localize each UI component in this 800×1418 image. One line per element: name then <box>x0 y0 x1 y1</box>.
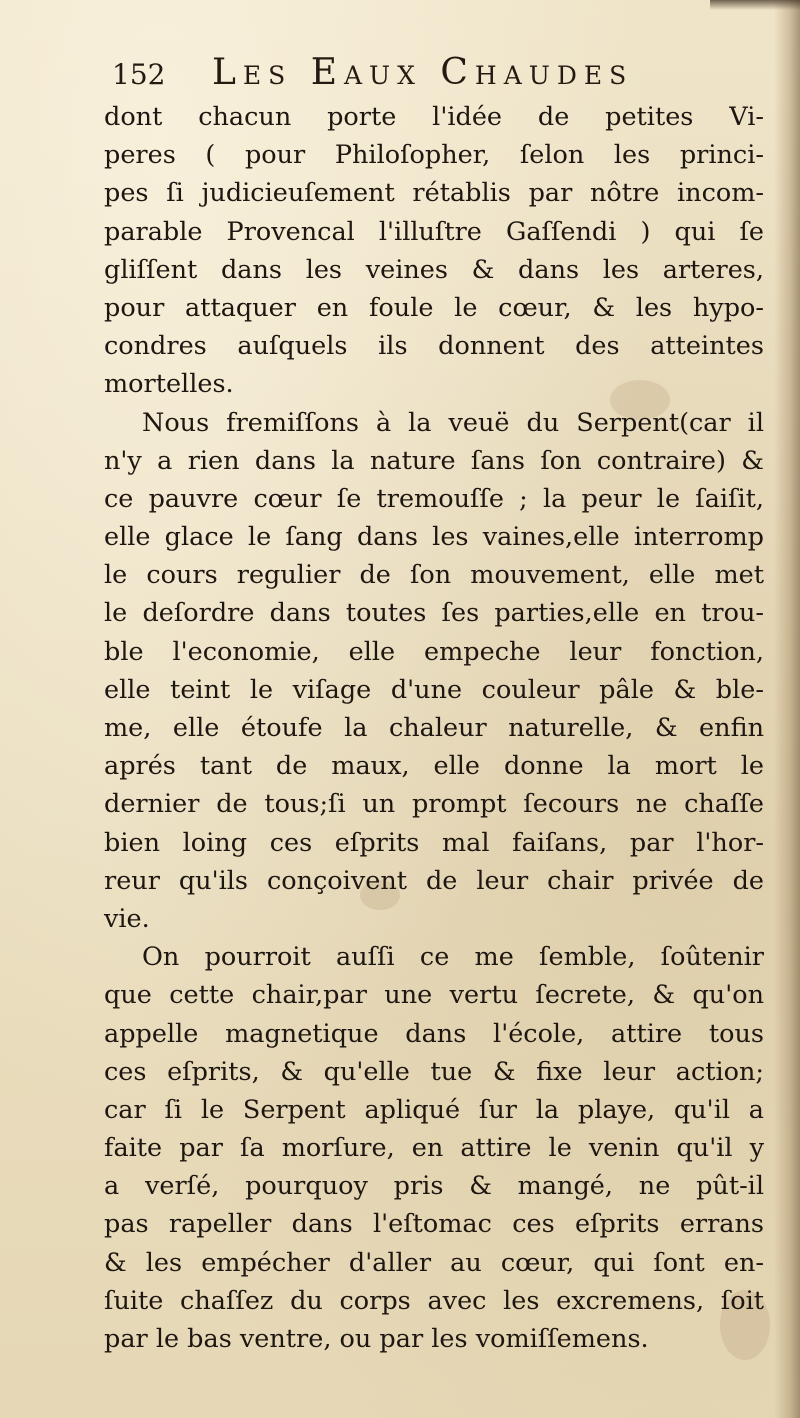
text-line: que cette chair,par une vertu ſecrete, & qu'on <box>104 980 764 1011</box>
page-edge-shadow <box>774 0 800 1418</box>
text-line: gliſſent dans les veines & dans les arteres, <box>104 254 764 285</box>
text-line: & les empécher d'aller au cœur, qui ſont en- <box>104 1247 764 1278</box>
paragraph <box>104 98 764 404</box>
paragraph <box>104 938 764 1358</box>
text-line: n'y a rien dans la nature ſans ſon contraire) & <box>104 445 764 476</box>
text-line: faite par ſa morſure, en attire le venin qu'il y <box>104 1133 764 1164</box>
text-line: elle teint le viſage d'une couleur pâle & ble- <box>104 674 764 705</box>
text-line: car ſi le Serpent apliqué ſur la playe, qu'il a <box>104 1094 764 1125</box>
text-line: peres ( pour Philoſopher, ſelon les princi- <box>104 140 764 171</box>
text-line: dont chacun porte l'idée de petites Vi- <box>104 102 764 132</box>
text-line: elle glace le ſang dans les vaines,elle interromp <box>104 522 764 553</box>
body-text <box>104 98 764 1358</box>
text-line: On pourroit auſſi ce me ſemble, ſoûtenir <box>142 942 764 973</box>
text-line: pes ſi judicieuſement rétablis par nôtre incom- <box>104 178 764 209</box>
text-line: pas rapeller dans l'eſtomac ces eſprits errans <box>104 1209 764 1240</box>
paragraph <box>104 404 764 939</box>
text-line: Nous fremiſſons à la veuë du Serpent(car il <box>142 407 764 438</box>
running-title: Les Eaux Chaudes <box>212 52 634 93</box>
text-line: a verſé, pourquoy pris & mangé, ne pût-il <box>104 1171 764 1202</box>
text-line: ce pauvre cœur ſe tremouſſe ; la peur le ſaiſit, <box>104 483 764 514</box>
text-line: reur qu'ils conçoivent de leur chair privée de <box>104 865 764 896</box>
text-line: pour attaquer en foule le cœur, & les hypo- <box>104 292 764 323</box>
running-head <box>112 52 752 100</box>
text-line: ble l'economie, elle empeche leur fonction, <box>104 636 764 667</box>
page-corner-shadow <box>710 0 800 10</box>
text-line: ſuite chaſſez du corps avec les excremens, ſoit <box>104 1285 764 1316</box>
text-line: ces eſprits, & qu'elle tue & fixe leur action; <box>104 1056 764 1087</box>
text-line: mortelles. <box>104 369 234 400</box>
page-number: 152 <box>112 58 166 91</box>
text-line: le deſordre dans toutes ſes parties,elle en trou- <box>104 598 764 629</box>
text-line: dernier de tous;ſi un prompt ſecours ne chaſſe <box>104 789 764 820</box>
text-line: appelle magnetique dans l'école, attire tous <box>104 1018 764 1049</box>
text-line: parable Provencal l'illuſtre Gaſſendi ) qui ſe <box>104 216 764 247</box>
text-line: condres auſquels ils donnent des atteintes <box>104 331 764 362</box>
text-line: par le bas ventre, ou par les vomiſſemens. <box>104 1324 649 1354</box>
text-line: vie. <box>104 903 150 934</box>
text-line: aprés tant de maux, elle donne la mort le <box>104 751 764 782</box>
text-line: bien loing ces eſprits mal faiſans, par l'hor- <box>104 827 764 858</box>
text-line: le cours regulier de ſon mouvement, elle met <box>104 560 764 591</box>
text-line: me, elle étoufe la chaleur naturelle, & enfin <box>104 713 764 743</box>
